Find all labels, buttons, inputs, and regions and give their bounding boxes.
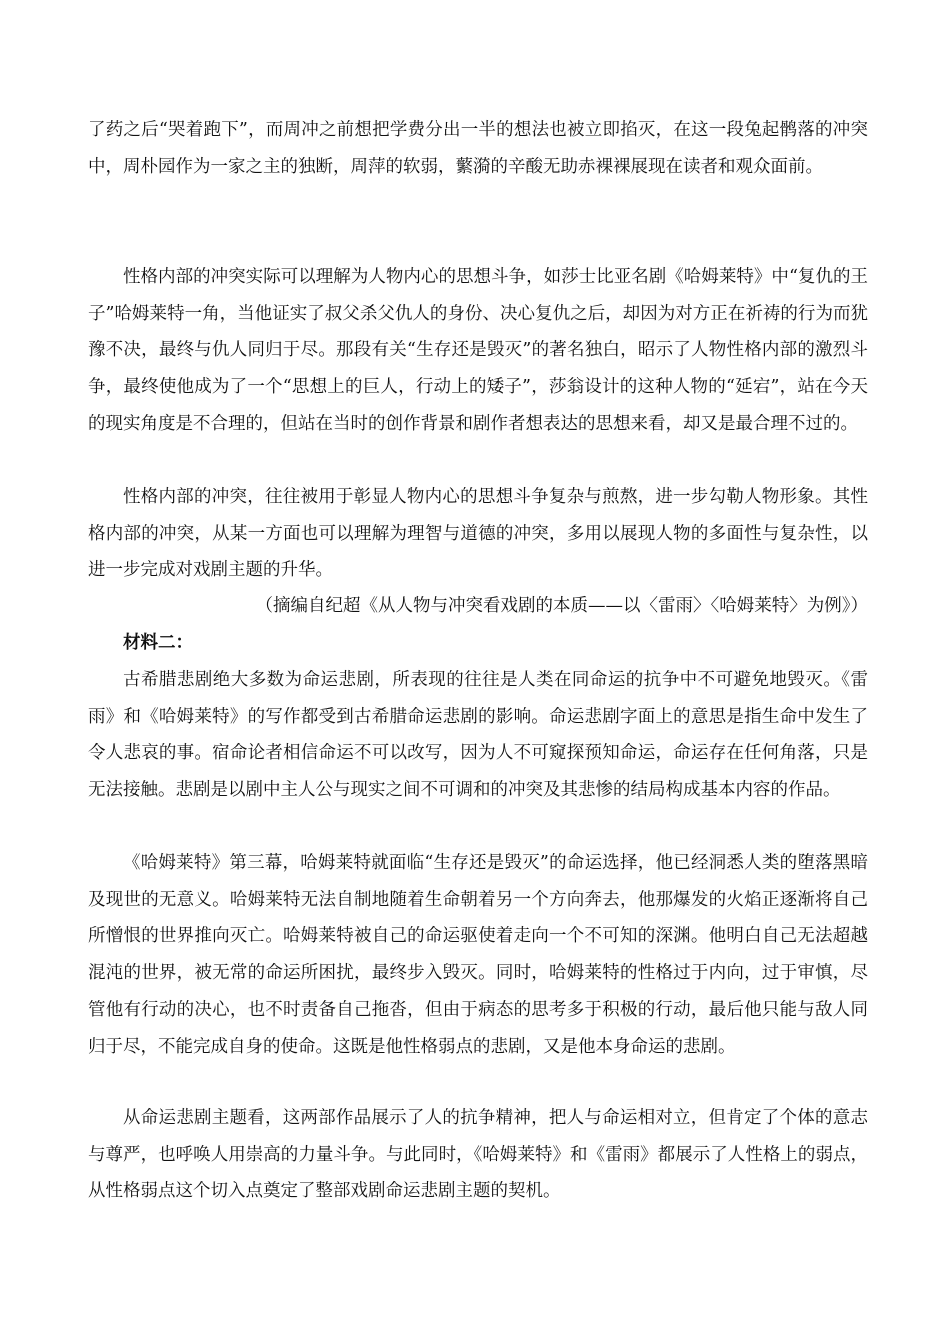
paragraph-character-inner-conflict: 性格内部的冲突实际可以理解为人物内心的思想斗争，如莎士比亚名剧《哈姆莱特》中“复仇的王子”哈姆莱特一角，当他证实了叔父杀父仇人的身份、决心复仇之后，却因为对方正在祈祷的行为而犹豫不决，最终与仇人同归于尽。那段有关“生存还是毁灭”的著名独白，昭示了人物性格内部的激烈斗争，最终使他成为了一个“思想上的巨人，行动上的矮子”，莎翁设计的这种人物的“延宕”，站在今天的现实角度是不合理的，但站在当时的创作背景和剧作者想表达的思想来看，却又是最合理不过的。 bbox=[88, 267, 868, 434]
source-citation: （摘编自纪超《从人物与冲突看戏剧的本质——以〈雷雨〉〈哈姆莱特〉为例》） bbox=[255, 596, 868, 616]
paragraph-greek-tragedy: 古希腊悲剧绝大多数为命运悲剧，所表现的往往是人类在同命运的抗争中不可避免地毁灭。《雷雨》和《哈姆莱特》的写作都受到古希腊命运悲剧的影响。命运悲剧字面上的意思是指生命中发生了令人悲哀的事。宿命论者相信命运不可以改写，因为人不可窥探预知命运，命运存在任何角落，只是无法接触。悲剧是以剧中主人公与现实之间不可调和的冲突及其悲惨的结局构成基本内容的作品。 bbox=[88, 670, 868, 801]
paragraph-conflict-summary: 性格内部的冲突，往往被用于彰显人物内心的思想斗争复杂与煎熬，进一步勾勒人物形象。其性格内部的冲突，从某一方面也可以理解为理智与道德的冲突，多用以展现人物的多面性与复杂性，以进一步完成对戏剧主题的升华。 bbox=[88, 487, 868, 581]
paragraph-fate-tragedy-theme: 从命运悲剧主题看，这两部作品展示了人的抗争精神，把人与命运相对立，但肯定了个体的意志与尊严，也呼唤人用崇高的力量斗争。与此同时，《哈姆莱特》和《雷雨》都展示了人性格上的弱点，从性格弱点这个切入点奠定了整部戏剧命运悲剧主题的契机。 bbox=[88, 1108, 868, 1202]
material-two-heading: 材料二： bbox=[123, 633, 193, 653]
paragraph-hamlet-act-three: 《哈姆莱特》第三幕，哈姆莱特就面临“生存还是毁灭”的命运选择，他已经洞悉人类的堕落黑暗及现世的无意义。哈姆莱特无法自制地随着生命朝着另一个方向奔去，他那爆发的火焰正逐渐将自己所憎恨的世界推向灭亡。哈姆莱特被自己的命运驱使着走向一个不可知的深渊。他明白自己无法超越混沌的世界，被无常的命运所困扰，最终步入毁灭。同时，哈姆莱特的性格过于内向，过于审慎，尽管他有行动的决心，也不时责备自己拖沓，但由于病态的思考多于积极的行动，最后他只能与敌人同归于尽，不能完成自身的使命。这既是他性格弱点的悲剧，又是他本身命运的悲剧。 bbox=[88, 853, 868, 1057]
continued-paragraph: 了药之后“哭着跑下”，而周冲之前想把学费分出一半的想法也被立即掐灭，在这一段兔起鹘落的冲突中，周朴园作为一家之主的独断，周萍的软弱，蘩漪的辛酸无助赤裸裸展现在读者和观众面前。 bbox=[88, 120, 868, 177]
